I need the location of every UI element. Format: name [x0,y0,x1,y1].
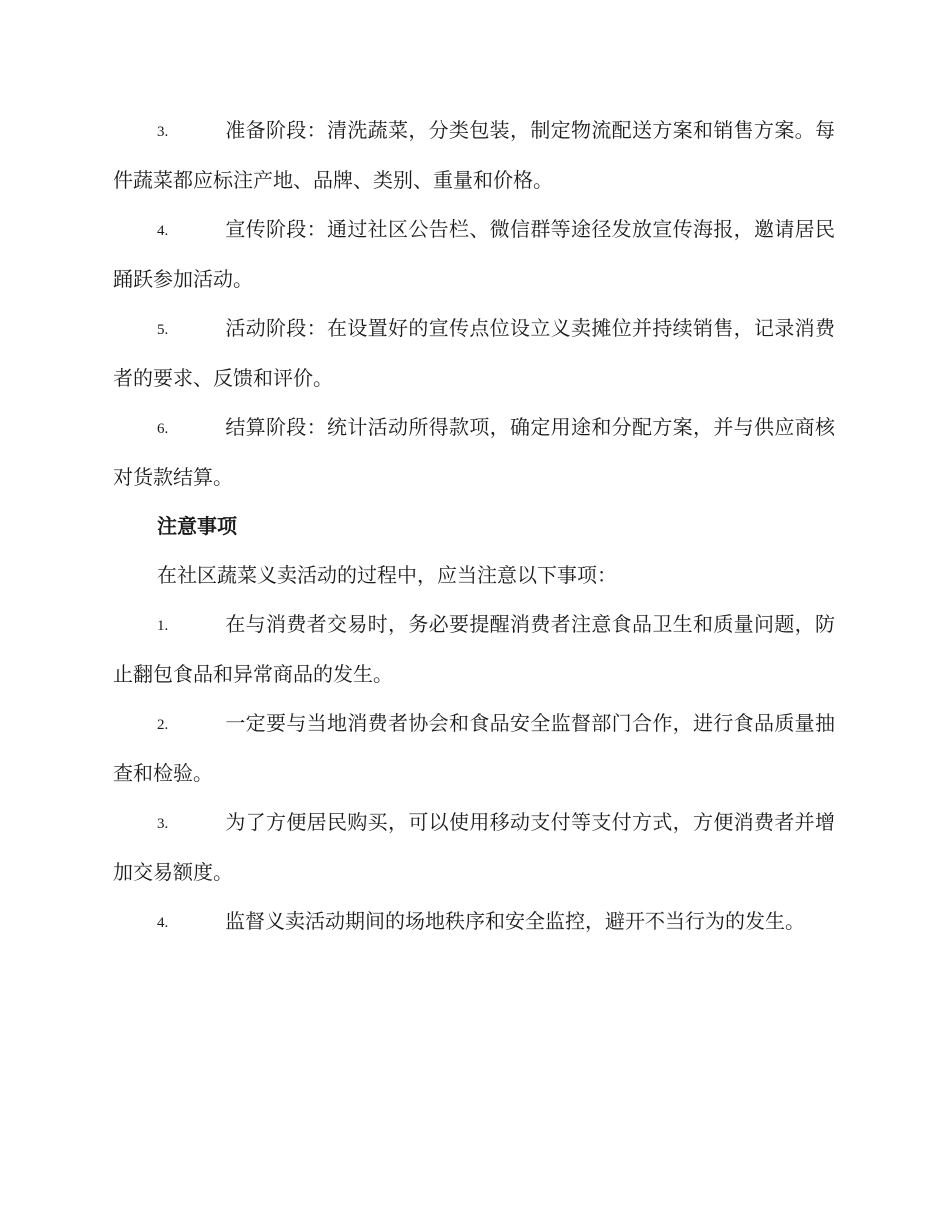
step-number: 4. [157,223,169,239]
step-text: 准备阶段：清洗蔬菜，分类包装，制定物流配送方案和销售方案。每件蔬菜都应标注产地、品牌、类别、重量和价格。 [113,118,835,192]
step-text: 活动阶段：在设置好的宣传点位设立义卖摊位并持续销售，记录消费者的要求、反馈和评价。 [113,316,835,390]
section-intro: 在社区蔬菜义卖活动的过程中，应当注意以下事项： [157,563,617,587]
step-text: 宣传阶段：通过社区公告栏、微信群等途径发放宣传海报，邀请居民踊跃参加活动。 [113,217,835,291]
note-item [113,798,835,896]
step-number: 6. [157,421,169,437]
note-text: 为了方便居民购买，可以使用移动支付等支付方式，方便消费者并增加交易额度。 [113,810,835,884]
step-item [113,106,835,204]
note-item [113,600,835,698]
note-number: 2. [157,717,169,733]
note-item [113,699,835,797]
step-item [113,304,835,402]
step-number: 3. [157,124,169,140]
section-heading: 注意事项 [157,514,237,538]
note-number: 3. [157,816,169,832]
note-item [113,897,835,947]
document-page [113,106,835,948]
step-text: 结算阶段：统计活动所得款项，确定用途和分配方案，并与供应商核对货款结算。 [113,415,835,489]
note-number: 1. [157,618,169,634]
step-item [113,205,835,303]
note-text: 一定要与当地消费者协会和食品安全监督部门合作，进行食品质量抽查和检验。 [113,711,835,785]
note-text: 在与消费者交易时，务必要提醒消费者注意食品卫生和质量问题，防止翻包食品和异常商品的发生。 [113,612,835,686]
note-number: 4. [157,915,169,931]
step-item [113,403,835,501]
note-text: 监督义卖活动期间的场地秩序和安全监控，避开不当行为的发生。 [225,909,805,933]
step-number: 5. [157,322,169,338]
